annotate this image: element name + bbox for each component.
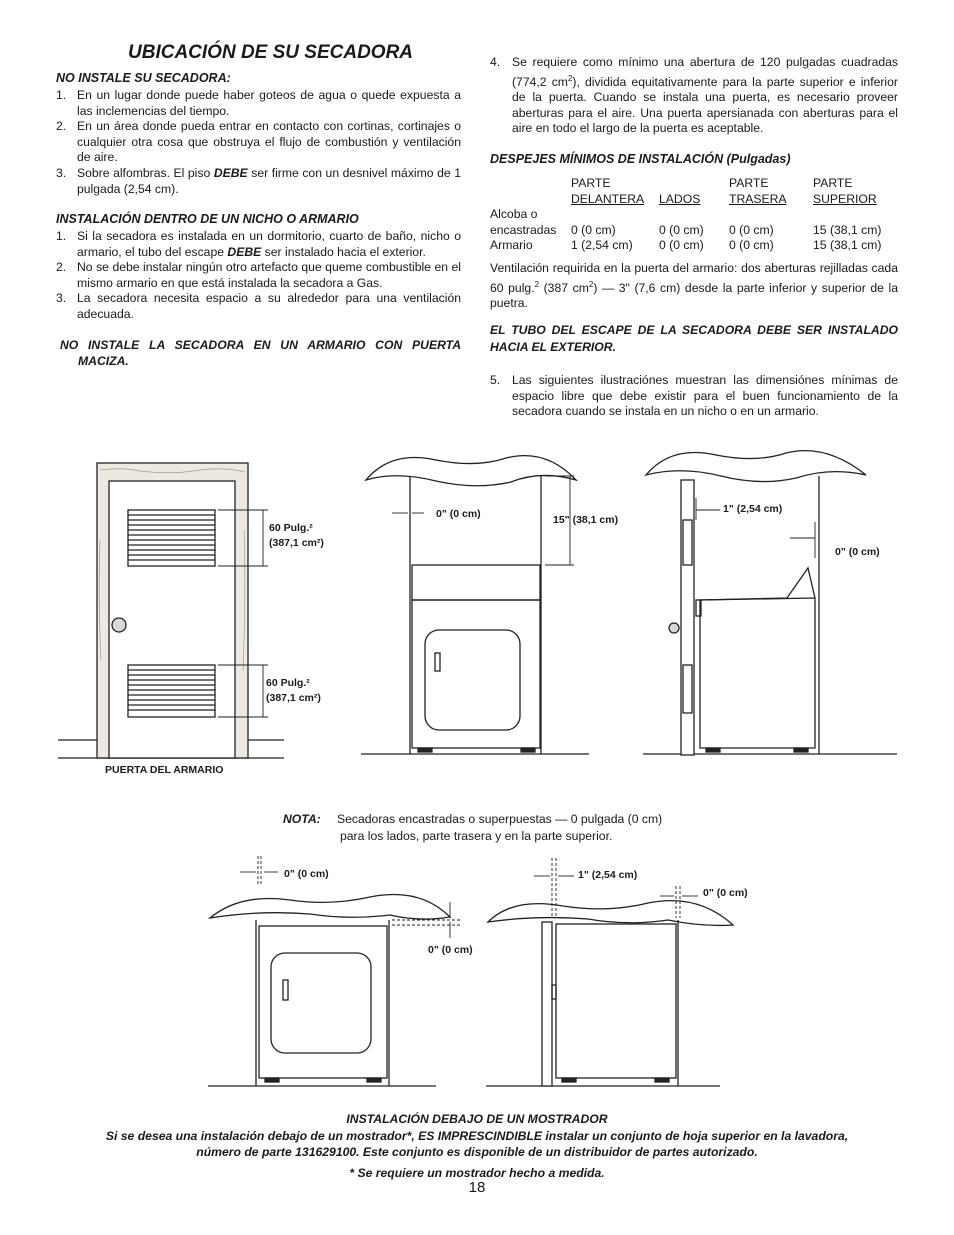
vent-requirement: Ventilación requirida en la puerta del armario: dos aberturas rejilladas cada 60 pulg.$^2$ (387 $cm^2$) — 3" (7,6 cm) desde la parte inferior y superior de la puetra.	[490, 261, 898, 311]
item-4: 4. Se requiere como mínimo una abertura de 120 pulgadas cuadradas (774,2 $cm^2$), dividida equitativamente para la parte superior e inferior de la puerta. Cuando se instala una puerta, es necesario proveer aberturas para el aire. Una puerta apersianada con aberturas para el aire en todo el largo de la puerta es aceptable.	[490, 55, 898, 136]
page-number: 18	[468, 1179, 486, 1196]
list-item: 1. En un lugar donde puede haber goteos de agua o quede expuesta a las inclemencias del tiempo.	[56, 88, 461, 118]
list-item: 2. En un área donde pueda entrar en contacto con cortinas, cortinajes o cualquier otra cosa que obstruya el flujo de combustión y ventilación de aire.	[56, 119, 461, 165]
counter-illustrations	[0, 850, 954, 1100]
counter-front-side-label: 0" (0 cm)	[284, 868, 329, 880]
no-instale-heading: NO INSTALE SU SECADORA:	[56, 71, 231, 85]
counter-side-back-label: 0" (0 cm)	[703, 887, 748, 899]
exhaust-warning: EL TUBO DEL ESCAPE DE LA SECADORA DEBE SER INSTALADO HACIA EL EXTERIOR.	[490, 323, 898, 354]
counter-side-illustration	[486, 858, 733, 1086]
front-side-clearance-label: 0" (0 cm)	[436, 508, 481, 520]
counter-install-note: INSTALACIÓN DEBAJO DE UN MOSTRADOR Si se desea una instalación debajo de un mostrador*, ES IMPRESCINDIBLE instalar un conjunto de hoja superior en la lavadora, número de parte 131629100. Este conjunto es disponible de un distribuidor de partes autorizado. * Se requiere un mostrador hecho a medida.	[105, 1112, 849, 1180]
table-row: Alcoba o	[490, 207, 538, 221]
clearances-table	[490, 176, 903, 254]
closet-door-illustration	[58, 463, 284, 758]
list-item: 3. La secadora necesita espacio a su alrededor para una ventilación adecuada.	[56, 291, 461, 321]
table-row: encastradas 0 (0 cm) 0 (0 cm) 0 (0 cm) 15 (38,1 cm)	[490, 222, 882, 237]
nicho-list	[56, 229, 461, 323]
upper-vent-louver	[128, 510, 215, 566]
counter-front-illustration	[208, 856, 462, 1086]
side-front-clearance-label: 1" (2,54 cm)	[723, 503, 783, 515]
table-header-row: PARTE PARTE PARTE	[571, 176, 853, 190]
note-line2: para los lados, parte trasera y en la parte superior.	[340, 829, 613, 843]
list-item: 2. No se debe instalar ningún otro artefacto que queme combustible en el mismo armario en que está instalada la secadora a Gas.	[56, 260, 461, 290]
door-caption: PUERTA DEL ARMARIO	[105, 764, 224, 776]
lower-vent-area-label: 60 Pulg.² (387,1 cm²)	[266, 677, 321, 704]
note-label: NOTA:	[283, 812, 321, 826]
alcove-side-illustration	[643, 451, 897, 755]
counter-side-front-label: 1" (2,54 cm)	[578, 869, 638, 881]
lower-vent-louver	[128, 665, 215, 717]
note-line1: Secadoras encastradas o superpuestas — 0 pulgada (0 cm)	[337, 812, 663, 826]
counter-front-top-label: 0" (0 cm)	[428, 944, 473, 956]
no-instale-list	[56, 88, 461, 197]
list-item: 3. Sobre alfombras. El piso DEBE ser firme con un desnivel máximo de 1 pulgada (2,54 cm).	[56, 165, 461, 196]
nicho-heading: INSTALACIÓN DENTRO DE UN NICHO O ARMARIO	[56, 212, 359, 226]
clearances-heading: DESPEJES MÍNIMOS DE INSTALACIÓN (Pulgadas)	[490, 152, 791, 166]
page-title: UBICACIÓN DE SU SECADORA	[128, 42, 414, 63]
side-back-clearance-label: 0" (0 cm)	[835, 546, 880, 558]
alcove-front-illustration	[361, 456, 589, 754]
front-top-clearance-label: 15" (38,1 cm)	[553, 514, 619, 526]
upper-illustrations	[0, 440, 954, 800]
table-row: Armario 1 (2,54 cm) 0 (0 cm) 0 (0 cm) 15 (38,1 cm)	[490, 238, 882, 252]
armario-warning-line1: NO INSTALE LA SECADORA EN UN ARMARIO CON PUERTA	[60, 338, 461, 352]
item-5: 5. Las siguientes ilustraciónes muestran las dimensiónes mínimas de espacio libre que debe existir para el buen funcionamiento de la secadora cuando se instala en un nicho o en un armario.	[490, 373, 898, 419]
table-header-row: DELANTERA LADOS TRASERA SUPERIOR	[571, 191, 877, 206]
upper-vent-area-label: 60 Pulg.² (387,1 cm²)	[269, 522, 324, 549]
armario-warning-line2: MACIZA.	[78, 354, 129, 368]
list-item: 1. Si la secadora es instalada en un dormitorio, cuarto de baño, nicho o armario, el tubo del escape DEBE ser instalado hacia el exterior.	[56, 229, 461, 259]
